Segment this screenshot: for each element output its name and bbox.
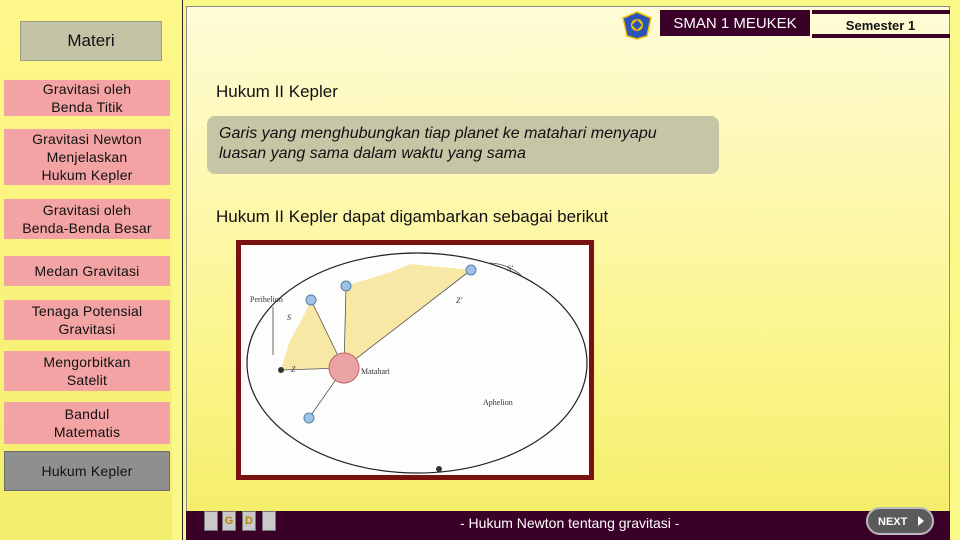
next-label: NEXT bbox=[878, 516, 908, 528]
menu-item-tenaga-potensial[interactable]: Tenaga Potensial Gravitasi bbox=[4, 300, 170, 340]
school-name: SMAN 1 MEUKEK bbox=[660, 10, 810, 36]
label-z-prime: Z' bbox=[456, 296, 463, 305]
planet-position-3 bbox=[466, 265, 476, 275]
perihelion-point bbox=[278, 367, 284, 373]
semester-bar-bottom bbox=[812, 34, 950, 38]
planet-position-4 bbox=[304, 413, 314, 423]
kepler-diagram-frame bbox=[236, 240, 594, 480]
law-callout: Garis yang menghubungkan tiap planet ke matahari menyapu luasan yang sama dalam waktu yang sama bbox=[207, 116, 719, 174]
menu-item-gravitasi-benda-besar[interactable]: Gravitasi oleh Benda-Benda Besar bbox=[4, 199, 170, 239]
sun-icon bbox=[329, 353, 359, 383]
control-button-1[interactable] bbox=[204, 511, 218, 531]
semester-label: Semester 1 bbox=[845, 17, 916, 33]
label-z: Z bbox=[291, 365, 296, 374]
footer-caption: - Hukum Newton tentang gravitasi - bbox=[460, 515, 680, 531]
control-button-g[interactable]: G bbox=[222, 511, 236, 531]
area-sweep-z-prime bbox=[344, 264, 471, 368]
school-logo-icon bbox=[620, 10, 654, 40]
next-button[interactable] bbox=[866, 507, 934, 535]
label-s: S bbox=[287, 313, 291, 322]
sidebar-divider bbox=[182, 0, 183, 540]
materi-heading: Materi bbox=[20, 21, 162, 61]
label-perihelion: Perihelion bbox=[250, 295, 283, 304]
planet-position-2 bbox=[341, 281, 351, 291]
page-title: Hukum II Kepler bbox=[216, 82, 338, 101]
kepler-diagram bbox=[241, 245, 589, 475]
aphelion-point bbox=[436, 466, 442, 472]
label-matahari: Matahari bbox=[361, 367, 390, 376]
menu-item-bandul-matematis[interactable]: Bandul Matematis bbox=[4, 402, 170, 444]
label-s-prime: S' bbox=[507, 264, 513, 273]
control-button-4[interactable] bbox=[262, 511, 276, 531]
menu-item-gravitasi-benda-titik[interactable]: Gravitasi oleh Benda Titik bbox=[4, 80, 170, 116]
menu-item-mengorbitkan-satelit[interactable]: Mengorbitkan Satelit bbox=[4, 351, 170, 391]
control-button-d[interactable]: D bbox=[242, 511, 256, 531]
planet-position-1 bbox=[306, 295, 316, 305]
label-aphelion: Aphelion bbox=[483, 398, 513, 407]
menu-item-gravitasi-newton-kepler[interactable]: Gravitasi Newton Menjelaskan Hukum Kepler bbox=[4, 129, 170, 185]
menu-item-medan-gravitasi[interactable]: Medan Gravitasi bbox=[4, 256, 170, 286]
menu-item-hukum-kepler[interactable]: Hukum Kepler bbox=[4, 451, 170, 491]
diagram-intro: Hukum II Kepler dapat digambarkan sebagai berikut bbox=[216, 207, 609, 226]
